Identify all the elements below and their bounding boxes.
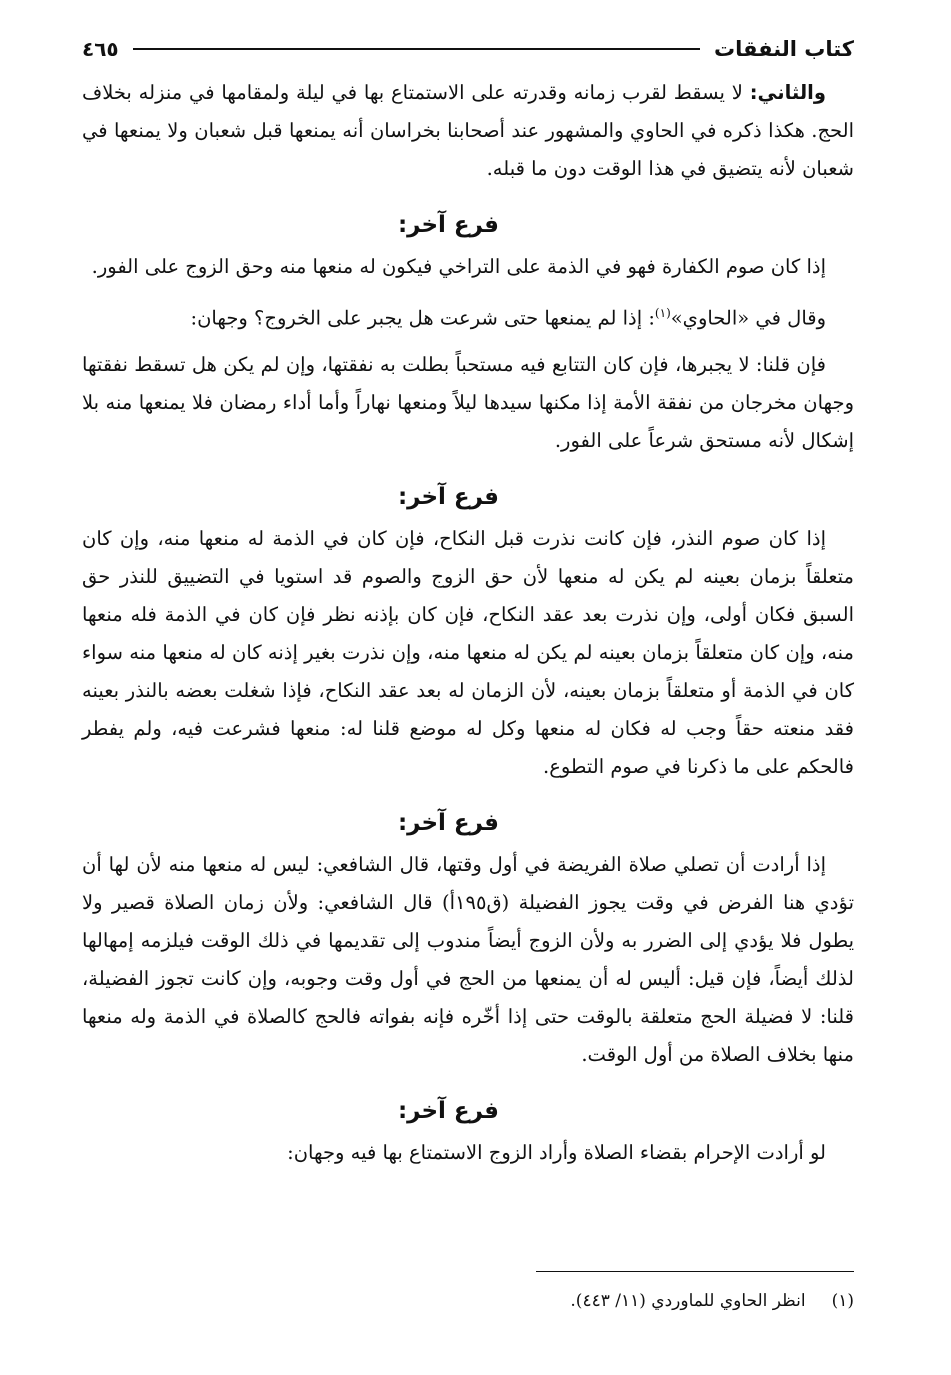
section-4-paragraph-1: لو أرادت الإحرام بقضاء الصلاة وأراد الزوج الاستمتاع بها فيه وجهان:	[287, 1140, 826, 1164]
footnote-text: انظر الحاوي للماوردي (١١/ ٤٤٣).	[570, 1291, 806, 1311]
section-1-p2-after: : إذا لم يمنعها حتى شرعت هل يجبر على الخروج؟ وجهان:	[190, 306, 655, 330]
intro-paragraph	[82, 74, 854, 188]
document-page	[82, 28, 854, 1358]
section-2-paragraph-1: إذا كان صوم النذر، فإن كانت نذرت قبل النكاح، فإن كان في الذمة له منعها منه، وإن كان متعلقاً بزمان بعينه لم يكن له منعها لأن حق الزوج والصوم قد استويا في التضييق للنذر حق السبق فكان أولى، وإن نذرت بعد عقد النكاح، فإن كان بإذنه نظر فإن كان في الذمة فله منعها منه، وإن كان متعلقاً بزمان بعينه لم يكن له منعها منه، وإن نذرت بغير إذنه كان له منعها منه سواء كان في الذمة أو متعلقاً بزمان بعينه، لأن الزمان له بعد عقد النكاح، فإذا شغلت بعضه بالنذر بعينه فقد منعته حقاً وجب له فكان له منعها وكل له موضع قلنا له: منعها فشرعت فيه، ولم يفطر فالحكم على ما ذكرنا في صوم التطوع.	[82, 526, 854, 778]
intro-text: لا يسقط لقرب زمانه وقدرته على الاستمتاع بها في ليلة ولمقامها في منزله بخلاف الحج. هكذا ذكره في الحاوي والمشهور عند أصحابنا بخراسان أنه يمنعها قبل شعبان ولا يمنعها في شعبان لأنه يتضيق في هذا الوقت دون ما قبله.	[82, 81, 854, 180]
header-rule	[133, 48, 700, 50]
page-number: ٤٦٥	[82, 37, 119, 61]
section-2-heading: فرع آخر:	[397, 483, 499, 510]
footnote-number: (١)	[831, 1291, 854, 1311]
running-header	[82, 28, 854, 70]
footnote-rule	[536, 1271, 854, 1272]
section-3-paragraph-1: إذا أرادت أن تصلي صلاة الفريضة في أول وقتها، قال الشافعي: ليس له منعها منه لأن لها أن تؤدي هنا الفرض في وقت يجوز الفضيلة (ق١٩٥أ) قال الشافعي: ولأن زمان الصلاة قصير ولا يطول فلا يؤدي إلى الضرر به ولأن الزوج أيضاً مندوب إلى تقديمها في ذلك الوقت فيلزمه إمهالها لذلك أيضاً، فإن قيل: أليس له أن يمنعها من الحج في أول وقت وجوبه، وإن كانت تجوز الفضيلة، قلنا: لا فضيلة الحج متعلقة بالوقت حتى إذا أخّره فإنه بفواته فالحج كالصلاة في الذمة وله منعها منها بخلاف الصلاة من أول الوقت.	[82, 852, 854, 1066]
footnote-ref: (١)	[654, 306, 671, 320]
section-1-paragraph-1: إذا كان صوم الكفارة فهو في الذمة على التراخي فيكون له منعها منه وحق الزوج على الفور.	[91, 255, 826, 278]
section-1-heading: فرع آخر:	[397, 212, 499, 238]
section-4-heading: فرع آخر:	[397, 1097, 499, 1124]
section-3-heading: فرع آخر:	[397, 809, 499, 836]
intro-lead: والثاني:	[749, 81, 826, 104]
footnote	[570, 1286, 854, 1316]
book-title: كتاب النفقات	[714, 37, 854, 61]
section-1-paragraph-3: فإن قلنا: لا يجبرها، فإن كان التتابع فيه مستحباً بطلت به نفقتها، وإن لم يكن هل تسقط نفقتها وجهان مخرجان من نفقة الأمة إذا مكنها سيدها ليلاً ومنعها نهاراً وأما أداء رمضان فلا يمنعها منه بلا إشكال لأنه مستحق شرعاً على الفور.	[82, 352, 854, 452]
section-1-paragraph-2	[82, 294, 854, 338]
section-1-p2-before: وقال في «الحاوي»	[670, 306, 826, 330]
